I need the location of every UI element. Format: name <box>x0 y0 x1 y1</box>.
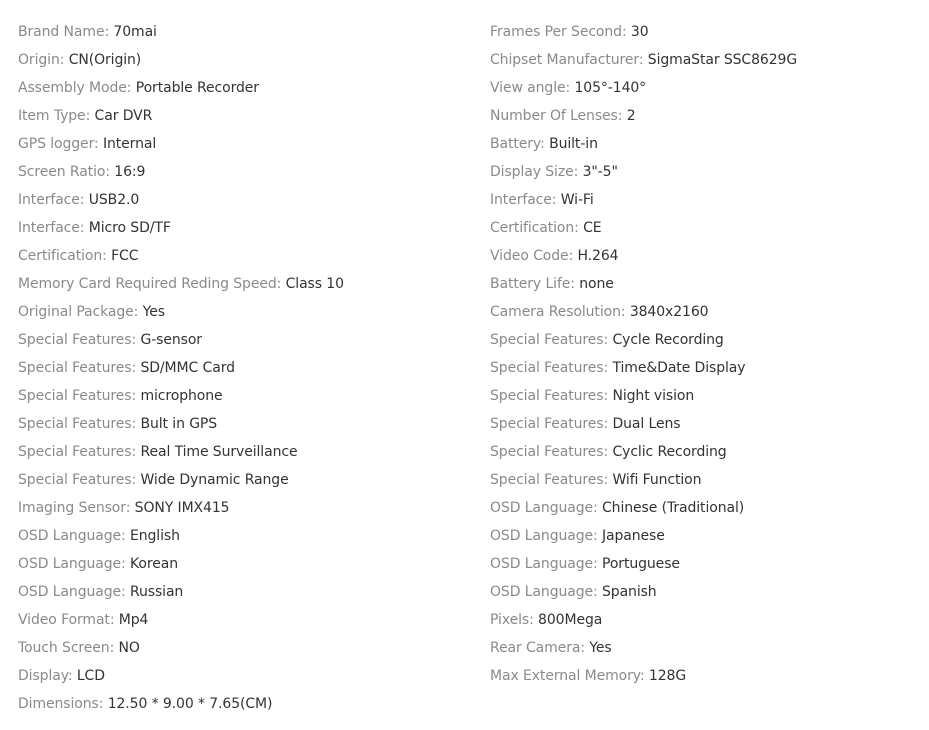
spec-label: Battery <box>490 136 541 152</box>
spec-separator: : <box>109 612 119 628</box>
spec-label: Dimensions <box>18 696 99 712</box>
spec-value: 30 <box>630 24 649 40</box>
spec-separator: : <box>593 556 602 572</box>
spec-separator: : <box>580 640 590 656</box>
spec-separator: : <box>603 388 613 404</box>
spec-label: Special Features <box>490 388 604 404</box>
spec-label: Interface <box>490 192 552 208</box>
spec-label: Imaging Sensor <box>18 500 126 516</box>
spec-item <box>490 466 918 494</box>
spec-separator: : <box>574 220 584 236</box>
spec-label: Origin <box>18 52 60 68</box>
spec-value: Korean <box>130 556 178 572</box>
spec-separator: : <box>121 528 130 544</box>
spec-separator: : <box>593 584 602 600</box>
spec-label: Certification <box>18 248 103 264</box>
spec-value: G-sensor <box>140 332 202 348</box>
spec-value: Night vision <box>612 388 695 404</box>
spec-label: OSD Language <box>490 528 594 544</box>
spec-item <box>18 578 490 606</box>
spec-value: Class 10 <box>285 276 344 292</box>
spec-item <box>18 606 490 634</box>
spec-label: Chipset Manufacturer <box>490 52 639 68</box>
spec-value: 3840x2160 <box>629 304 709 320</box>
spec-value: Chinese (Traditional) <box>602 500 745 516</box>
spec-label: OSD Language <box>18 556 122 572</box>
spec-column-right <box>490 0 918 718</box>
spec-value: 800Mega <box>538 612 603 628</box>
spec-label: Special Features <box>18 472 132 488</box>
spec-separator: : <box>59 52 69 68</box>
spec-label: Pixels <box>490 612 530 628</box>
spec-item <box>18 438 490 466</box>
spec-separator: : <box>638 52 648 68</box>
spec-separator: : <box>98 696 108 712</box>
spec-item <box>490 102 918 130</box>
spec-label: Special Features <box>18 444 132 460</box>
spec-label: Special Features <box>490 472 604 488</box>
spec-value: Mp4 <box>118 612 149 628</box>
spec-item <box>18 690 490 718</box>
spec-value: Portable Recorder <box>135 80 259 96</box>
spec-item <box>18 662 490 690</box>
spec-item <box>490 382 918 410</box>
spec-label: Special Features <box>490 416 604 432</box>
spec-separator: : <box>603 472 613 488</box>
spec-value: FCC <box>111 248 139 264</box>
spec-value: Wifi Function <box>612 472 702 488</box>
spec-value: Cycle Recording <box>612 332 724 348</box>
spec-label: Number Of Lenses <box>490 108 618 124</box>
spec-label: Special Features <box>18 332 132 348</box>
spec-item <box>18 382 490 410</box>
spec-item <box>490 326 918 354</box>
spec-item <box>490 494 918 522</box>
spec-value: USB2.0 <box>88 192 140 208</box>
spec-item <box>490 186 918 214</box>
spec-label: Max External Memory <box>490 668 640 684</box>
spec-separator: : <box>109 640 119 656</box>
spec-value: Japanese <box>602 528 665 544</box>
spec-label: Special Features <box>18 360 132 376</box>
spec-separator: : <box>131 444 141 460</box>
spec-label: Assembly Mode <box>18 80 127 96</box>
spec-separator: : <box>603 444 613 460</box>
spec-value: 16:9 <box>114 164 146 180</box>
spec-value: Car DVR <box>94 108 153 124</box>
spec-separator: : <box>79 220 89 236</box>
spec-item <box>490 354 918 382</box>
spec-item <box>490 242 918 270</box>
spec-separator: : <box>603 416 613 432</box>
spec-value: Built-in <box>549 136 598 152</box>
spec-value: Bult in GPS <box>140 416 218 432</box>
spec-separator: : <box>131 472 141 488</box>
spec-item <box>18 522 490 550</box>
spec-item <box>490 298 918 326</box>
spec-value: Russian <box>130 584 184 600</box>
spec-label: OSD Language <box>18 584 122 600</box>
spec-separator: : <box>621 24 631 40</box>
spec-value: NO <box>118 640 140 656</box>
spec-item <box>18 550 490 578</box>
spec-item <box>18 354 490 382</box>
spec-label: Screen Ratio <box>18 164 106 180</box>
spec-separator: : <box>102 248 112 264</box>
spec-item <box>18 410 490 438</box>
spec-separator: : <box>276 276 286 292</box>
spec-separator: : <box>131 332 141 348</box>
spec-item <box>490 270 918 298</box>
spec-value: SigmaStar SSC8629G <box>647 52 798 68</box>
product-specifications <box>18 0 918 718</box>
spec-value: Time&Date Display <box>612 360 746 376</box>
spec-separator: : <box>104 24 114 40</box>
spec-item <box>18 74 490 102</box>
spec-item <box>490 438 918 466</box>
spec-item <box>490 550 918 578</box>
spec-label: Touch Screen <box>18 640 110 656</box>
spec-item <box>490 410 918 438</box>
spec-separator: : <box>603 360 613 376</box>
spec-item <box>18 494 490 522</box>
spec-separator: : <box>593 500 602 516</box>
spec-value: Wi-Fi <box>560 192 594 208</box>
spec-label: Special Features <box>490 444 604 460</box>
spec-separator: : <box>570 276 580 292</box>
spec-item <box>18 102 490 130</box>
spec-item <box>18 242 490 270</box>
spec-item <box>490 214 918 242</box>
spec-item <box>490 606 918 634</box>
spec-value: 3"-5" <box>582 164 618 180</box>
spec-separator: : <box>125 500 135 516</box>
spec-value: none <box>579 276 614 292</box>
spec-value: Yes <box>142 304 165 320</box>
spec-item <box>18 634 490 662</box>
spec-separator: : <box>93 136 103 152</box>
spec-separator: : <box>67 668 77 684</box>
spec-item <box>18 298 490 326</box>
spec-label: Interface <box>18 192 80 208</box>
spec-item <box>18 130 490 158</box>
spec-separator: : <box>79 192 89 208</box>
spec-separator: : <box>126 80 136 96</box>
spec-value: microphone <box>140 388 223 404</box>
spec-separator: : <box>121 556 130 572</box>
spec-separator: : <box>529 612 539 628</box>
spec-value: 128G <box>648 668 687 684</box>
spec-value: Dual Lens <box>612 416 681 432</box>
spec-value: Yes <box>589 640 612 656</box>
spec-separator: : <box>603 332 613 348</box>
spec-label: Video Code <box>490 248 569 264</box>
spec-label: Camera Resolution <box>490 304 621 320</box>
spec-value: 2 <box>626 108 636 124</box>
spec-label: OSD Language <box>490 500 594 516</box>
spec-label: Memory Card Required Reding Speed <box>18 276 277 292</box>
spec-label: Special Features <box>18 388 132 404</box>
spec-label: OSD Language <box>18 528 122 544</box>
spec-separator: : <box>131 388 141 404</box>
spec-value: Cyclic Recording <box>612 444 727 460</box>
spec-label: OSD Language <box>490 584 594 600</box>
spec-item <box>18 158 490 186</box>
spec-separator: : <box>568 248 578 264</box>
spec-value: 105°-140° <box>574 80 647 96</box>
spec-separator: : <box>540 136 550 152</box>
spec-label: Frames Per Second <box>490 24 622 40</box>
spec-item <box>490 578 918 606</box>
spec-value: Wide Dynamic Range <box>140 472 289 488</box>
spec-separator: : <box>131 416 141 432</box>
spec-item <box>490 662 918 690</box>
spec-item <box>18 214 490 242</box>
spec-label: Battery Life <box>490 276 571 292</box>
spec-separator: : <box>131 360 141 376</box>
spec-value: Real Time Surveillance <box>140 444 298 460</box>
spec-label: Special Features <box>18 416 132 432</box>
spec-item <box>18 186 490 214</box>
spec-label: Interface <box>18 220 80 236</box>
spec-label: Brand Name <box>18 24 105 40</box>
spec-value: SONY IMX415 <box>134 500 230 516</box>
spec-item <box>18 466 490 494</box>
spec-list-right <box>490 0 918 690</box>
spec-label: Display Size <box>490 164 574 180</box>
spec-label: Rear Camera <box>490 640 581 656</box>
spec-value: 70mai <box>113 24 157 40</box>
spec-label: GPS logger <box>18 136 94 152</box>
spec-label: Certification <box>490 220 575 236</box>
spec-value: SD/MMC Card <box>140 360 235 376</box>
spec-separator: : <box>551 192 561 208</box>
spec-separator: : <box>105 164 115 180</box>
spec-item <box>18 326 490 354</box>
spec-label: Video Format <box>18 612 110 628</box>
spec-separator: : <box>593 528 602 544</box>
spec-item <box>490 74 918 102</box>
spec-separator: : <box>617 108 627 124</box>
spec-column-left <box>18 0 490 718</box>
spec-item <box>18 270 490 298</box>
spec-separator: : <box>573 164 583 180</box>
spec-value: Spanish <box>602 584 657 600</box>
spec-item <box>490 130 918 158</box>
spec-label: Display <box>18 668 68 684</box>
spec-separator: : <box>85 108 95 124</box>
spec-item <box>490 18 918 46</box>
spec-separator: : <box>565 80 575 96</box>
spec-value: LCD <box>76 668 105 684</box>
spec-separator: : <box>121 584 130 600</box>
spec-value: Internal <box>102 136 157 152</box>
spec-value: English <box>130 528 180 544</box>
spec-item <box>490 46 918 74</box>
spec-label: Special Features <box>490 360 604 376</box>
spec-separator: : <box>639 668 649 684</box>
spec-item <box>490 522 918 550</box>
spec-value: 12.50 * 9.00 * 7.65(CM) <box>107 696 273 712</box>
spec-item <box>18 46 490 74</box>
spec-separator: : <box>133 304 143 320</box>
spec-value: Portuguese <box>602 556 680 572</box>
spec-separator: : <box>620 304 630 320</box>
spec-item <box>490 158 918 186</box>
spec-value: CE <box>583 220 602 236</box>
spec-value: Micro SD/TF <box>88 220 171 236</box>
spec-list-left <box>18 0 490 718</box>
spec-item <box>18 18 490 46</box>
spec-label: OSD Language <box>490 556 594 572</box>
spec-item <box>490 634 918 662</box>
spec-value: CN(Origin) <box>68 52 142 68</box>
spec-label: Item Type <box>18 108 86 124</box>
spec-label: Special Features <box>490 332 604 348</box>
spec-label: View angle <box>490 80 566 96</box>
spec-value: H.264 <box>577 248 619 264</box>
spec-label: Original Package <box>18 304 134 320</box>
